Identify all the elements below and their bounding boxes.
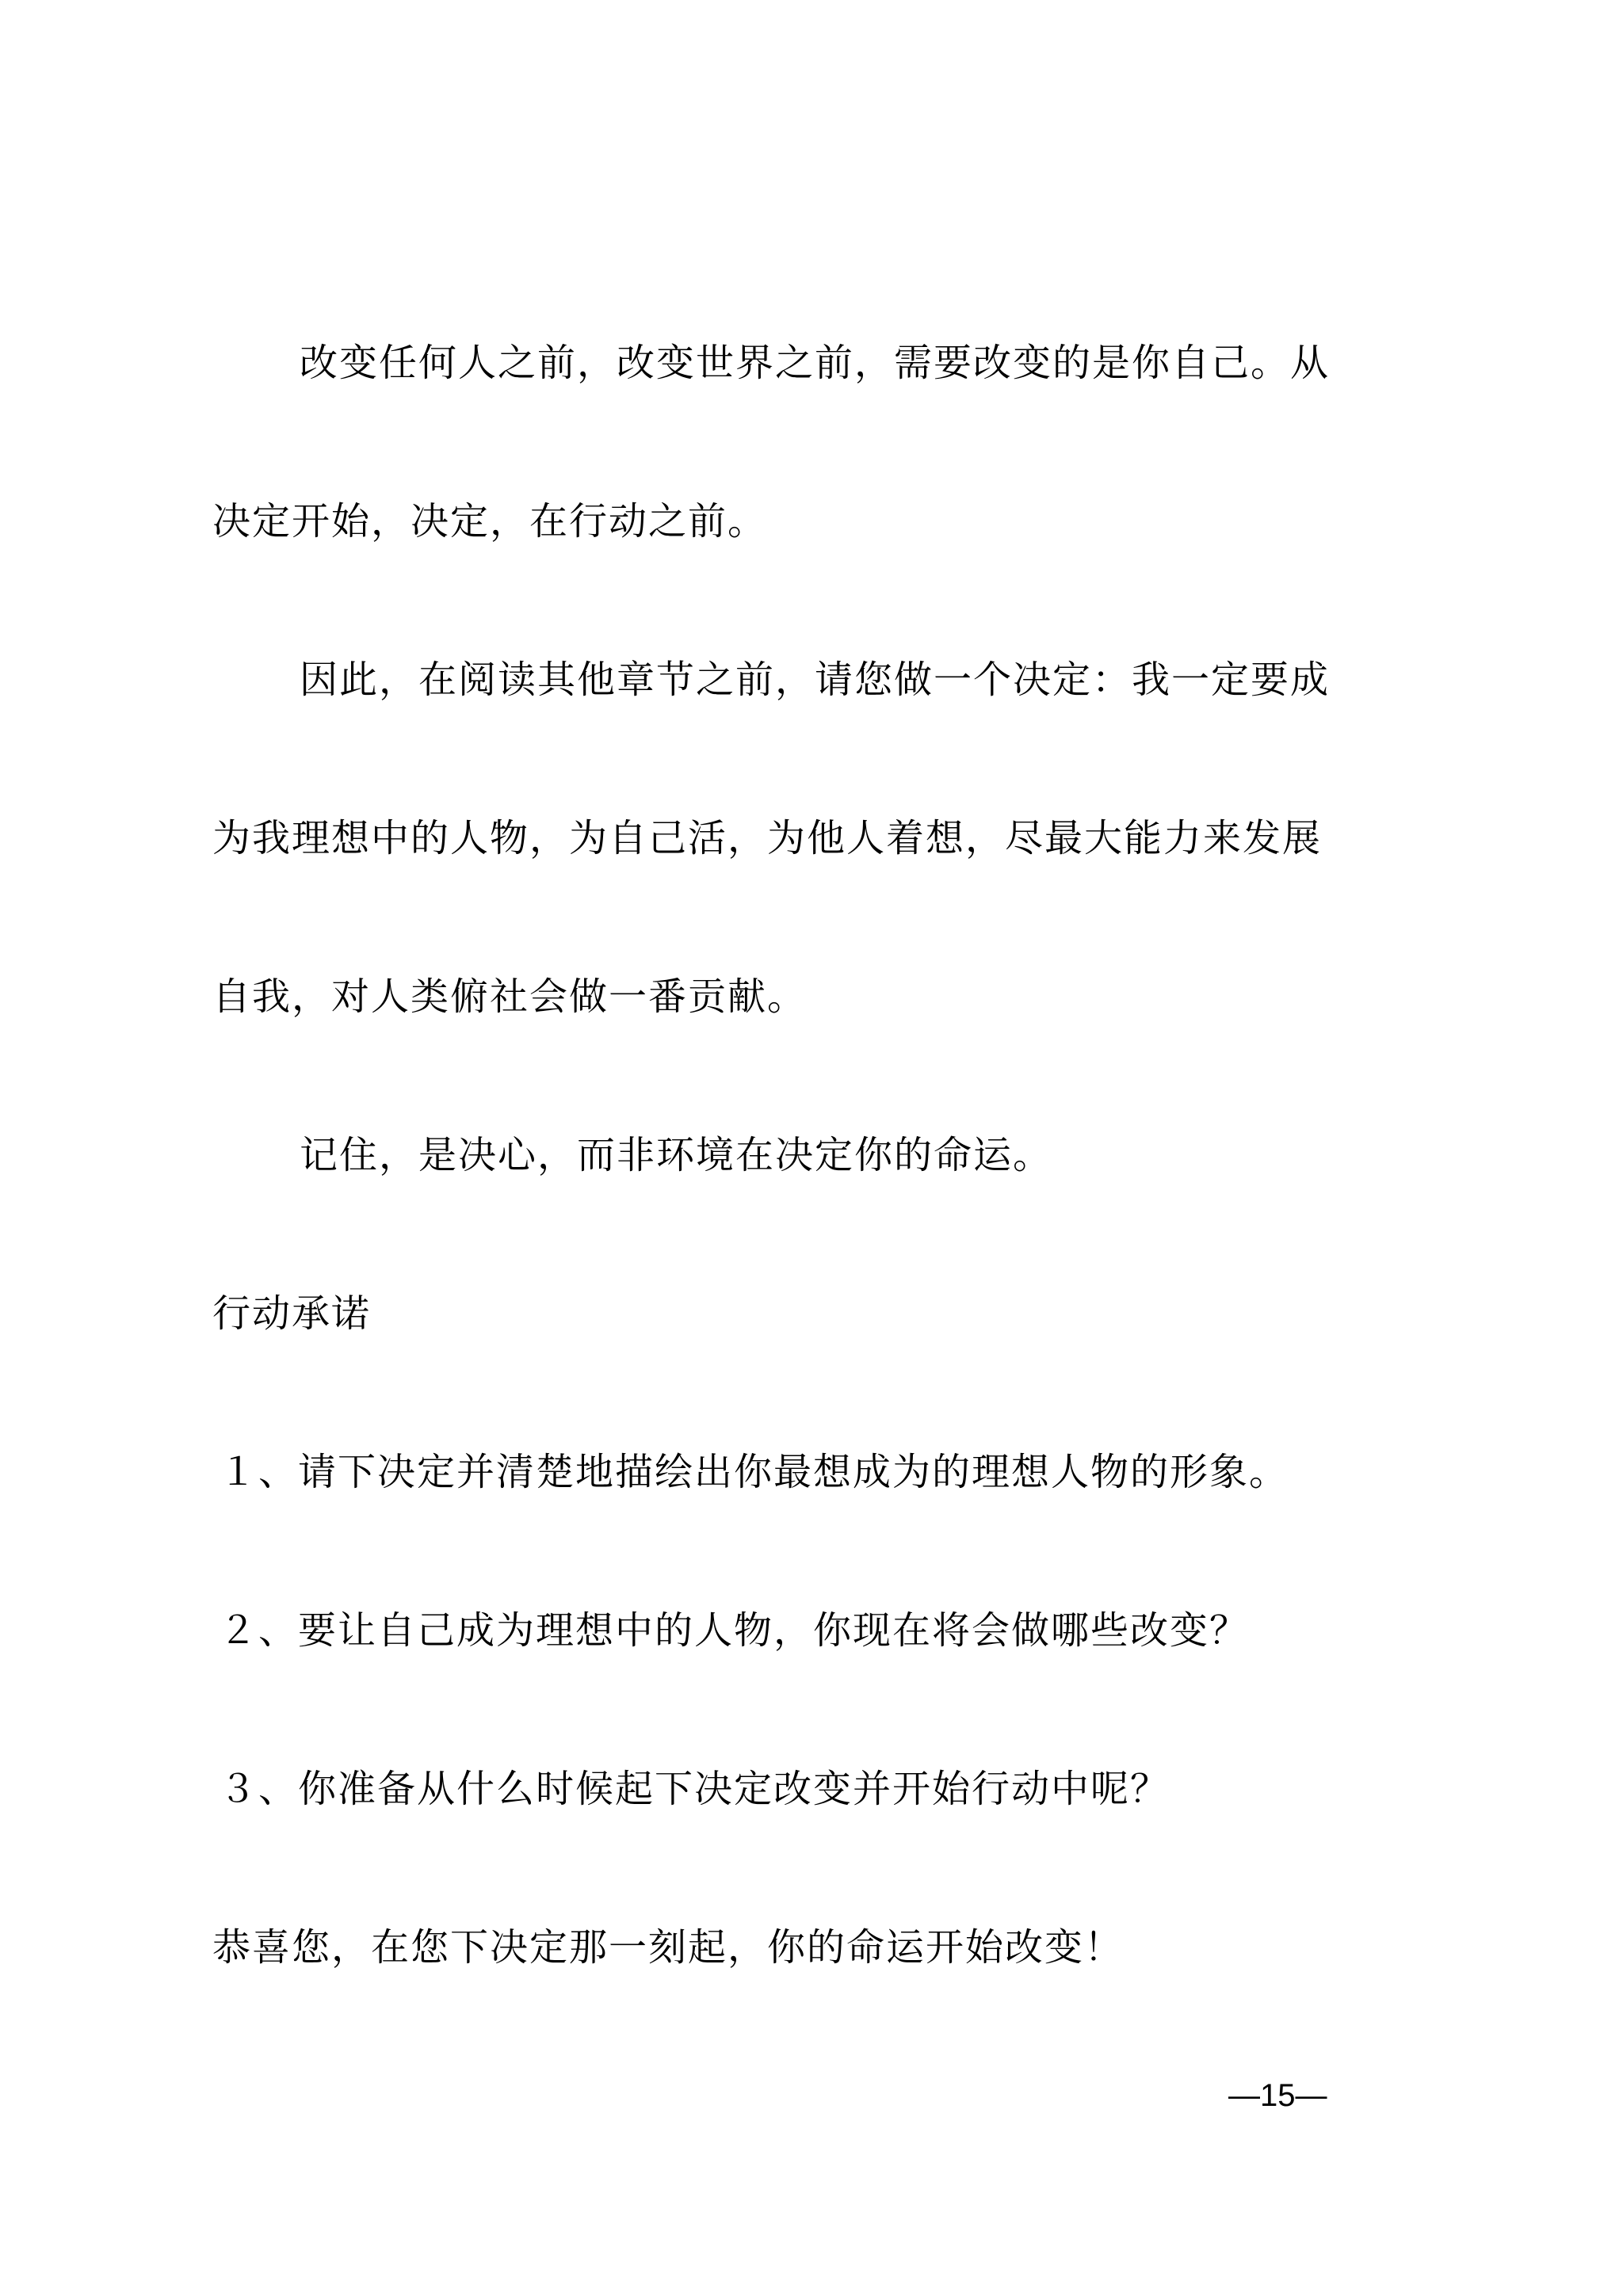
commitment-item-3: ３、你准备从什么时候起下决定改变并开始行动中呢？ [219,1767,1170,1811]
section-title: 行动承诺 [212,1291,372,1336]
paragraph-2-line-2: 为我理想中的人物，为自己活，为他人着想，尽最大能力来发展 [212,816,1323,860]
commitment-item-1: １、请下决定并清楚地描绘出你最想成为的理想人物的形象。 [219,1450,1289,1494]
page-number: —15— [1228,2078,1327,2113]
paragraph-1-line-2: 决定开始，决定，在行动之前。 [212,499,768,543]
commitment-item-2: ２、要让自己成为理想中的人物，你现在将会做哪些改变？ [219,1608,1250,1653]
paragraph-3-line-1: 记住，是决心，而非环境在决定你的命运。 [300,1133,1053,1177]
closing-line: 恭喜您，在您下决定那一刻起，你的命运开始改变！ [212,1925,1125,1970]
paragraph-1-line-1: 改变任何人之前，改变世界之前，需要改变的是你自己。从 [300,341,1331,385]
paragraph-2-line-1: 因此，在阅读其他章节之前，请您做一个决定：我一定要成 [300,658,1331,702]
paragraph-2-line-3: 自我，对人类俯社会做一番贡献。 [212,974,808,1019]
